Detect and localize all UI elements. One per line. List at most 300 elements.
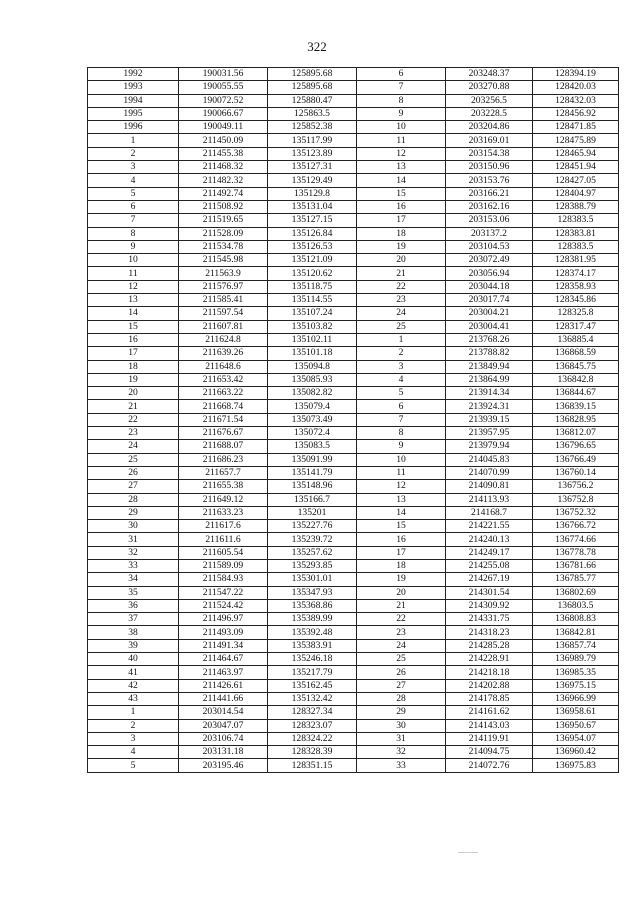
y-coordinate-cell: 136752.8 <box>533 493 619 506</box>
y-coordinate-cell: 136828.95 <box>533 413 619 426</box>
x-coordinate-cell: 211607.81 <box>179 320 268 333</box>
y-coordinate-cell: 136803.5 <box>533 599 619 612</box>
x-coordinate-cell: 190066.67 <box>179 107 268 120</box>
y-coordinate-cell: 135239.72 <box>268 533 357 546</box>
x-coordinate-cell: 203169.01 <box>446 134 533 147</box>
x-coordinate-cell: 211655.38 <box>179 480 268 493</box>
y-coordinate-cell: 136845.75 <box>533 360 619 373</box>
y-coordinate-cell: 128383.5 <box>533 214 619 227</box>
point-number-cell: 7 <box>88 214 179 227</box>
point-number-cell: 13 <box>357 161 446 174</box>
point-number-cell: 34 <box>88 573 179 586</box>
x-coordinate-cell: 214202.88 <box>446 679 533 692</box>
point-number-cell: 2 <box>88 719 179 732</box>
y-coordinate-cell: 136839.15 <box>533 400 619 413</box>
x-coordinate-cell: 214221.55 <box>446 520 533 533</box>
y-coordinate-cell: 135141.79 <box>268 466 357 479</box>
table-row <box>88 307 619 320</box>
x-coordinate-cell: 211624.8 <box>179 333 268 346</box>
point-number-cell: 23 <box>357 294 446 307</box>
y-coordinate-cell: 128456.92 <box>533 107 619 120</box>
x-coordinate-cell: 214090.81 <box>446 480 533 493</box>
table-row <box>88 360 619 373</box>
point-number-cell: 23 <box>357 626 446 639</box>
table-row <box>88 214 619 227</box>
point-number-cell: 4 <box>88 174 179 187</box>
x-coordinate-cell: 211649.12 <box>179 493 268 506</box>
point-number-cell: 5 <box>88 759 179 772</box>
y-coordinate-cell: 128381.95 <box>533 254 619 267</box>
y-coordinate-cell: 128432.03 <box>533 94 619 107</box>
y-coordinate-cell: 136802.69 <box>533 586 619 599</box>
y-coordinate-cell: 135073.49 <box>268 413 357 426</box>
x-coordinate-cell: 203150.96 <box>446 161 533 174</box>
y-coordinate-cell: 135107.24 <box>268 307 357 320</box>
table-row <box>88 147 619 160</box>
x-coordinate-cell: 211547.22 <box>179 586 268 599</box>
y-coordinate-cell: 135383.91 <box>268 639 357 652</box>
point-number-cell: 14 <box>88 307 179 320</box>
point-number-cell: 30 <box>88 520 179 533</box>
point-number-cell: 10 <box>88 254 179 267</box>
point-number-cell: 13 <box>88 294 179 307</box>
page-number: 322 <box>307 39 327 54</box>
x-coordinate-cell: 214318.23 <box>446 626 533 639</box>
table-row <box>88 400 619 413</box>
table-row <box>88 94 619 107</box>
table-row <box>88 68 619 81</box>
table-row <box>88 706 619 719</box>
y-coordinate-cell: 135257.62 <box>268 546 357 559</box>
x-coordinate-cell: 213914.34 <box>446 387 533 400</box>
point-number-cell: 18 <box>357 227 446 240</box>
point-number-cell: 16 <box>88 333 179 346</box>
x-coordinate-cell: 214045.83 <box>446 453 533 466</box>
x-coordinate-cell: 214113.93 <box>446 493 533 506</box>
table-row <box>88 666 619 679</box>
y-coordinate-cell: 136785.77 <box>533 573 619 586</box>
point-number-cell: 9 <box>357 107 446 120</box>
point-number-cell: 12 <box>88 280 179 293</box>
point-number-cell: 3 <box>357 360 446 373</box>
x-coordinate-cell: 213849.94 <box>446 360 533 373</box>
point-number-cell: 8 <box>88 227 179 240</box>
table-row <box>88 586 619 599</box>
y-coordinate-cell: 128475.89 <box>533 134 619 147</box>
point-number-cell: 38 <box>88 626 179 639</box>
point-number-cell: 6 <box>357 400 446 413</box>
point-number-cell: 9 <box>88 240 179 253</box>
x-coordinate-cell: 213979.94 <box>446 440 533 453</box>
table-row <box>88 427 619 440</box>
y-coordinate-cell: 136950.67 <box>533 719 619 732</box>
table-row <box>88 280 619 293</box>
x-coordinate-cell: 211493.09 <box>179 626 268 639</box>
x-coordinate-cell: 214267.19 <box>446 573 533 586</box>
x-coordinate-cell: 203228.5 <box>446 107 533 120</box>
x-coordinate-cell: 213957.95 <box>446 427 533 440</box>
x-coordinate-cell: 190031.56 <box>179 68 268 81</box>
x-coordinate-cell: 211455.38 <box>179 147 268 160</box>
y-coordinate-cell: 135126.84 <box>268 227 357 240</box>
point-number-cell: 21 <box>357 267 446 280</box>
y-coordinate-cell: 125895.68 <box>268 68 357 81</box>
y-coordinate-cell: 135293.85 <box>268 559 357 572</box>
y-coordinate-cell: 135114.55 <box>268 294 357 307</box>
point-number-cell: 16 <box>357 200 446 213</box>
table-row <box>88 626 619 639</box>
point-number-cell: 1994 <box>88 94 179 107</box>
x-coordinate-cell: 214168.7 <box>446 506 533 519</box>
point-number-cell: 11 <box>88 267 179 280</box>
table-row <box>88 559 619 572</box>
y-coordinate-cell: 136842.8 <box>533 373 619 386</box>
y-coordinate-cell: 135162.45 <box>268 679 357 692</box>
table-row <box>88 639 619 652</box>
point-number-cell: 22 <box>357 613 446 626</box>
y-coordinate-cell: 136985.35 <box>533 666 619 679</box>
x-coordinate-cell: 214255.08 <box>446 559 533 572</box>
y-coordinate-cell: 128404.97 <box>533 187 619 200</box>
y-coordinate-cell: 128358.93 <box>533 280 619 293</box>
x-coordinate-cell: 211508.92 <box>179 200 268 213</box>
point-number-cell: 14 <box>357 506 446 519</box>
y-coordinate-cell: 125863.5 <box>268 107 357 120</box>
y-coordinate-cell: 135072.4 <box>268 427 357 440</box>
table-row <box>88 200 619 213</box>
point-number-cell: 21 <box>357 599 446 612</box>
point-number-cell: 19 <box>88 373 179 386</box>
y-coordinate-cell: 136752.32 <box>533 506 619 519</box>
x-coordinate-cell: 211597.54 <box>179 307 268 320</box>
x-coordinate-cell: 211688.07 <box>179 440 268 453</box>
y-coordinate-cell: 125852.38 <box>268 121 357 134</box>
point-number-cell: 32 <box>357 746 446 759</box>
y-coordinate-cell: 135082.82 <box>268 387 357 400</box>
y-coordinate-cell: 135121.09 <box>268 254 357 267</box>
y-coordinate-cell: 135301.01 <box>268 573 357 586</box>
y-coordinate-cell: 135148.96 <box>268 480 357 493</box>
point-number-cell: 33 <box>88 559 179 572</box>
point-number-cell: 15 <box>357 520 446 533</box>
y-coordinate-cell: 128317.47 <box>533 320 619 333</box>
y-coordinate-cell: 128325.8 <box>533 307 619 320</box>
point-number-cell: 1992 <box>88 68 179 81</box>
x-coordinate-cell: 203153.06 <box>446 214 533 227</box>
point-number-cell: 28 <box>88 493 179 506</box>
x-coordinate-cell: 211671.54 <box>179 413 268 426</box>
table-row <box>88 333 619 346</box>
coordinates-table-body <box>88 68 619 773</box>
point-number-cell: 11 <box>357 134 446 147</box>
y-coordinate-cell: 136954.07 <box>533 732 619 745</box>
point-number-cell: 25 <box>357 320 446 333</box>
point-number-cell: 25 <box>88 453 179 466</box>
y-coordinate-cell: 135101.18 <box>268 347 357 360</box>
y-coordinate-cell: 135079.4 <box>268 400 357 413</box>
point-number-cell: 24 <box>88 440 179 453</box>
point-number-cell: 15 <box>357 187 446 200</box>
y-coordinate-cell: 135091.99 <box>268 453 357 466</box>
x-coordinate-cell: 203153.76 <box>446 174 533 187</box>
x-coordinate-cell: 211563.9 <box>179 267 268 280</box>
point-number-cell: 31 <box>88 533 179 546</box>
point-number-cell: 25 <box>357 653 446 666</box>
table-row <box>88 121 619 134</box>
point-number-cell: 1 <box>88 134 179 147</box>
point-number-cell: 16 <box>357 533 446 546</box>
table-row <box>88 466 619 479</box>
point-number-cell: 8 <box>357 94 446 107</box>
x-coordinate-cell: 211441.66 <box>179 692 268 705</box>
coordinates-table <box>87 67 619 773</box>
x-coordinate-cell: 203056.94 <box>446 267 533 280</box>
x-coordinate-cell: 211528.09 <box>179 227 268 240</box>
table-row <box>88 613 619 626</box>
table-row <box>88 533 619 546</box>
x-coordinate-cell: 214331.75 <box>446 613 533 626</box>
table-row <box>88 599 619 612</box>
x-coordinate-cell: 203072.49 <box>446 254 533 267</box>
y-coordinate-cell: 135094.8 <box>268 360 357 373</box>
x-coordinate-cell: 211482.32 <box>179 174 268 187</box>
y-coordinate-cell: 135217.79 <box>268 666 357 679</box>
point-number-cell: 18 <box>88 360 179 373</box>
x-coordinate-cell: 203248.37 <box>446 68 533 81</box>
x-coordinate-cell: 211668.74 <box>179 400 268 413</box>
y-coordinate-cell: 128383.5 <box>533 240 619 253</box>
point-number-cell: 29 <box>357 706 446 719</box>
table-row <box>88 480 619 493</box>
y-coordinate-cell: 135123.89 <box>268 147 357 160</box>
y-coordinate-cell: 136842.81 <box>533 626 619 639</box>
x-coordinate-cell: 214094.75 <box>446 746 533 759</box>
x-coordinate-cell: 211617.6 <box>179 520 268 533</box>
y-coordinate-cell: 136885.4 <box>533 333 619 346</box>
point-number-cell: 20 <box>357 254 446 267</box>
point-number-cell: 39 <box>88 639 179 652</box>
point-number-cell: 10 <box>357 121 446 134</box>
table-row <box>88 161 619 174</box>
x-coordinate-cell: 211589.09 <box>179 559 268 572</box>
table-row <box>88 347 619 360</box>
point-number-cell: 10 <box>357 453 446 466</box>
y-coordinate-cell: 135227.76 <box>268 520 357 533</box>
y-coordinate-cell: 135126.53 <box>268 240 357 253</box>
point-number-cell: 4 <box>88 746 179 759</box>
point-number-cell: 24 <box>357 307 446 320</box>
y-coordinate-cell: 135127.31 <box>268 161 357 174</box>
x-coordinate-cell: 213768.26 <box>446 333 533 346</box>
point-number-cell: 29 <box>88 506 179 519</box>
table-row <box>88 719 619 732</box>
y-coordinate-cell: 136796.65 <box>533 440 619 453</box>
y-coordinate-cell: 136958.61 <box>533 706 619 719</box>
table-row <box>88 254 619 267</box>
point-number-cell: 5 <box>88 187 179 200</box>
x-coordinate-cell: 211519.65 <box>179 214 268 227</box>
point-number-cell: 9 <box>357 440 446 453</box>
x-coordinate-cell: 211585.41 <box>179 294 268 307</box>
y-coordinate-cell: 136778.78 <box>533 546 619 559</box>
x-coordinate-cell: 214178.85 <box>446 692 533 705</box>
point-number-cell: 43 <box>88 692 179 705</box>
x-coordinate-cell: 190055.55 <box>179 81 268 94</box>
y-coordinate-cell: 135132.42 <box>268 692 357 705</box>
point-number-cell: 36 <box>88 599 179 612</box>
table-row <box>88 520 619 533</box>
x-coordinate-cell: 203195.46 <box>179 759 268 772</box>
y-coordinate-cell: 128323.07 <box>268 719 357 732</box>
point-number-cell: 1 <box>88 706 179 719</box>
x-coordinate-cell: 211576.97 <box>179 280 268 293</box>
y-coordinate-cell: 128451.94 <box>533 161 619 174</box>
y-coordinate-cell: 128345.86 <box>533 294 619 307</box>
y-coordinate-cell: 136760.14 <box>533 466 619 479</box>
table-row <box>88 493 619 506</box>
x-coordinate-cell: 211653.42 <box>179 373 268 386</box>
y-coordinate-cell: 135085.93 <box>268 373 357 386</box>
y-coordinate-cell: 125880.47 <box>268 94 357 107</box>
x-coordinate-cell: 211492.74 <box>179 187 268 200</box>
x-coordinate-cell: 211611.6 <box>179 533 268 546</box>
x-coordinate-cell: 214119.91 <box>446 732 533 745</box>
x-coordinate-cell: 190072.52 <box>179 94 268 107</box>
point-number-cell: 42 <box>88 679 179 692</box>
x-coordinate-cell: 211686.23 <box>179 453 268 466</box>
point-number-cell: 1 <box>357 333 446 346</box>
x-coordinate-cell: 211545.98 <box>179 254 268 267</box>
point-number-cell: 30 <box>357 719 446 732</box>
point-number-cell: 18 <box>357 559 446 572</box>
x-coordinate-cell: 213864.99 <box>446 373 533 386</box>
point-number-cell: 41 <box>88 666 179 679</box>
x-coordinate-cell: 211426.61 <box>179 679 268 692</box>
y-coordinate-cell: 128327.34 <box>268 706 357 719</box>
table-row <box>88 453 619 466</box>
x-coordinate-cell: 213788.82 <box>446 347 533 360</box>
x-coordinate-cell: 211534.78 <box>179 240 268 253</box>
y-coordinate-cell: 135083.5 <box>268 440 357 453</box>
point-number-cell: 32 <box>88 546 179 559</box>
x-coordinate-cell: 203106.74 <box>179 732 268 745</box>
point-number-cell: 37 <box>88 613 179 626</box>
y-coordinate-cell: 128388.79 <box>533 200 619 213</box>
x-coordinate-cell: 211463.97 <box>179 666 268 679</box>
y-coordinate-cell: 136812.07 <box>533 427 619 440</box>
x-coordinate-cell: 203162.16 <box>446 200 533 213</box>
x-coordinate-cell: 214070.99 <box>446 466 533 479</box>
y-coordinate-cell: 135129.8 <box>268 187 357 200</box>
table-row <box>88 440 619 453</box>
table-row <box>88 506 619 519</box>
point-number-cell: 22 <box>88 413 179 426</box>
point-number-cell: 12 <box>357 480 446 493</box>
point-number-cell: 17 <box>357 214 446 227</box>
y-coordinate-cell: 135347.93 <box>268 586 357 599</box>
y-coordinate-cell: 135127.15 <box>268 214 357 227</box>
table-row <box>88 294 619 307</box>
x-coordinate-cell: 211639.26 <box>179 347 268 360</box>
point-number-cell: 40 <box>88 653 179 666</box>
y-coordinate-cell: 136975.15 <box>533 679 619 692</box>
point-number-cell: 31 <box>357 732 446 745</box>
y-coordinate-cell: 135102.11 <box>268 333 357 346</box>
x-coordinate-cell: 203004.41 <box>446 320 533 333</box>
x-coordinate-cell: 203154.38 <box>446 147 533 160</box>
y-coordinate-cell: 135246.18 <box>268 653 357 666</box>
point-number-cell: 14 <box>357 174 446 187</box>
point-number-cell: 4 <box>357 373 446 386</box>
point-number-cell: 2 <box>357 347 446 360</box>
point-number-cell: 1993 <box>88 81 179 94</box>
table-row <box>88 746 619 759</box>
y-coordinate-cell: 135368.86 <box>268 599 357 612</box>
x-coordinate-cell: 203166.21 <box>446 187 533 200</box>
y-coordinate-cell: 136766.49 <box>533 453 619 466</box>
point-number-cell: 11 <box>357 466 446 479</box>
y-coordinate-cell: 128374.17 <box>533 267 619 280</box>
point-number-cell: 22 <box>357 280 446 293</box>
table-row <box>88 240 619 253</box>
x-coordinate-cell: 214285.28 <box>446 639 533 652</box>
point-number-cell: 17 <box>357 546 446 559</box>
table-row <box>88 759 619 772</box>
table-row <box>88 573 619 586</box>
x-coordinate-cell: 203017.74 <box>446 294 533 307</box>
point-number-cell: 1995 <box>88 107 179 120</box>
table-row <box>88 227 619 240</box>
scan-mark <box>458 852 478 853</box>
x-coordinate-cell: 211491.34 <box>179 639 268 652</box>
x-coordinate-cell: 203256.5 <box>446 94 533 107</box>
point-number-cell: 13 <box>357 493 446 506</box>
point-number-cell: 19 <box>357 240 446 253</box>
y-coordinate-cell: 136975.83 <box>533 759 619 772</box>
y-coordinate-cell: 136808.83 <box>533 613 619 626</box>
x-coordinate-cell: 203131.18 <box>179 746 268 759</box>
y-coordinate-cell: 135131.04 <box>268 200 357 213</box>
y-coordinate-cell: 135129.49 <box>268 174 357 187</box>
table-row <box>88 187 619 200</box>
x-coordinate-cell: 203137.2 <box>446 227 533 240</box>
table-row <box>88 174 619 187</box>
table-row <box>88 373 619 386</box>
point-number-cell: 12 <box>357 147 446 160</box>
table-row <box>88 107 619 120</box>
y-coordinate-cell: 128394.19 <box>533 68 619 81</box>
table-row <box>88 653 619 666</box>
point-number-cell: 8 <box>357 427 446 440</box>
table-row <box>88 134 619 147</box>
y-coordinate-cell: 135389.99 <box>268 613 357 626</box>
y-coordinate-cell: 128383.81 <box>533 227 619 240</box>
x-coordinate-cell: 211676.67 <box>179 427 268 440</box>
x-coordinate-cell: 211657.7 <box>179 466 268 479</box>
x-coordinate-cell: 211468.32 <box>179 161 268 174</box>
table-row <box>88 413 619 426</box>
x-coordinate-cell: 214143.03 <box>446 719 533 732</box>
point-number-cell: 3 <box>88 161 179 174</box>
point-number-cell: 20 <box>357 586 446 599</box>
table-row <box>88 732 619 745</box>
point-number-cell: 27 <box>357 679 446 692</box>
x-coordinate-cell: 211464.67 <box>179 653 268 666</box>
y-coordinate-cell: 136756.2 <box>533 480 619 493</box>
y-coordinate-cell: 128328.39 <box>268 746 357 759</box>
x-coordinate-cell: 214228.91 <box>446 653 533 666</box>
x-coordinate-cell: 203014.54 <box>179 706 268 719</box>
